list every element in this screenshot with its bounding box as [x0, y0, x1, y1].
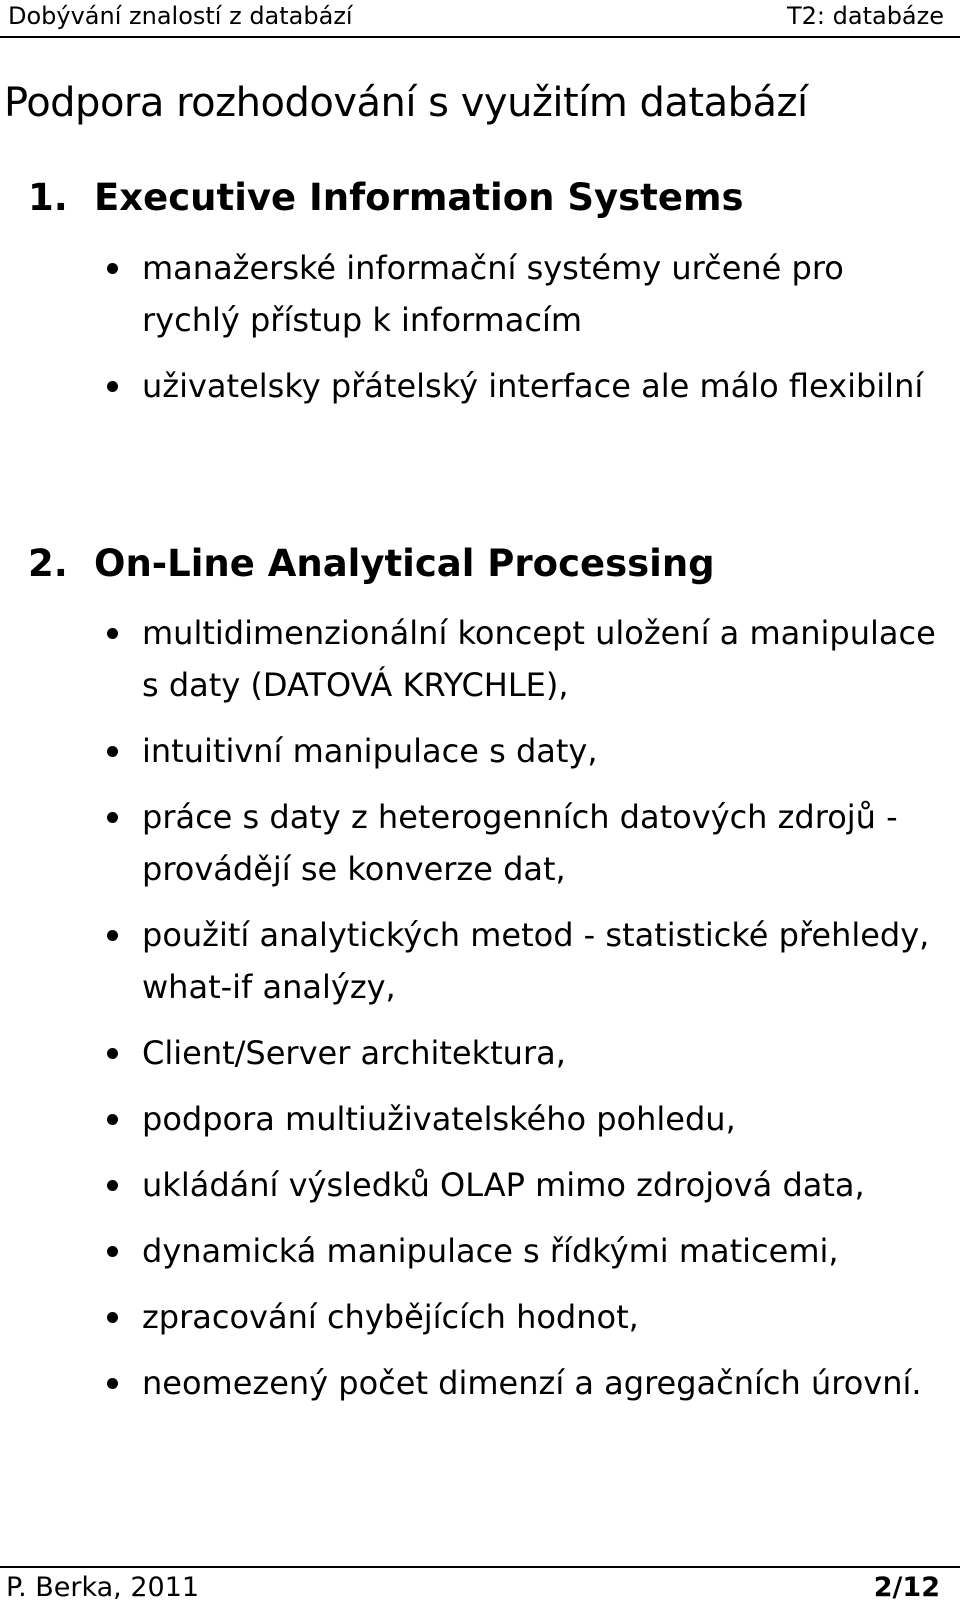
footer-author: P. Berka, 2011: [6, 1572, 200, 1603]
list-item: práce s daty z heterogenních datových zdrojů - provádějí se konverze dat,: [0, 791, 960, 895]
section-number: 2.: [28, 542, 68, 585]
page-header: [0, 0, 960, 40]
list-item: neomezený počet dimenzí a agregačních úrovní.: [0, 1357, 960, 1409]
bullet-icon: [107, 1114, 118, 1125]
list-item: použití analytických metod - statistické přehledy, what-if analýzy,: [0, 909, 960, 1013]
header-topic: T2: databáze: [786, 2, 944, 30]
list-item: dynamická manipulace s řídkými maticemi,: [0, 1225, 960, 1277]
header-divider: [0, 36, 960, 38]
list-item: intuitivní manipulace s daty,: [0, 725, 960, 777]
eis-bullet-list: [0, 242, 960, 412]
page-number: 2/12: [873, 1572, 940, 1603]
olap-bullet-list: [0, 607, 960, 1409]
bullet-icon: [107, 1378, 118, 1389]
header-course-title: Dobývání znalostí z databází: [8, 2, 353, 30]
bullet-icon: [107, 1180, 118, 1191]
page-title: Podpora rozhodování s využitím databází: [4, 80, 808, 126]
bullet-icon: [107, 628, 118, 639]
list-item: manažerské informační systémy určené pro rychlý přístup k informacím: [0, 242, 960, 346]
bullet-icon: [107, 746, 118, 757]
bullet-icon: [107, 1312, 118, 1323]
bullet-icon: [107, 1246, 118, 1257]
list-item: ukládání výsledků OLAP mimo zdrojová data,: [0, 1159, 960, 1211]
section-title: On-Line Analytical Processing: [94, 542, 715, 585]
bullet-icon: [107, 930, 118, 941]
list-item: uživatelsky přátelský interface ale málo flexibilní: [0, 360, 960, 412]
list-item: Client/Server architektura,: [0, 1027, 960, 1079]
bullet-icon: [107, 381, 118, 392]
bullet-icon: [107, 263, 118, 274]
list-item: podpora multiuživatelského pohledu,: [0, 1093, 960, 1145]
bullet-icon: [107, 1048, 118, 1059]
list-item: zpracování chybějících hodnot,: [0, 1291, 960, 1343]
bullet-icon: [107, 812, 118, 823]
section-title: Executive Information Systems: [94, 176, 744, 219]
section-heading-olap: [28, 542, 715, 585]
footer-divider: [0, 1566, 960, 1568]
section-number: 1.: [28, 176, 68, 219]
section-heading-eis: [28, 176, 744, 219]
list-item: multidimenzionální koncept uložení a manipulace s daty (DATOVÁ KRYCHLE),: [0, 607, 960, 711]
